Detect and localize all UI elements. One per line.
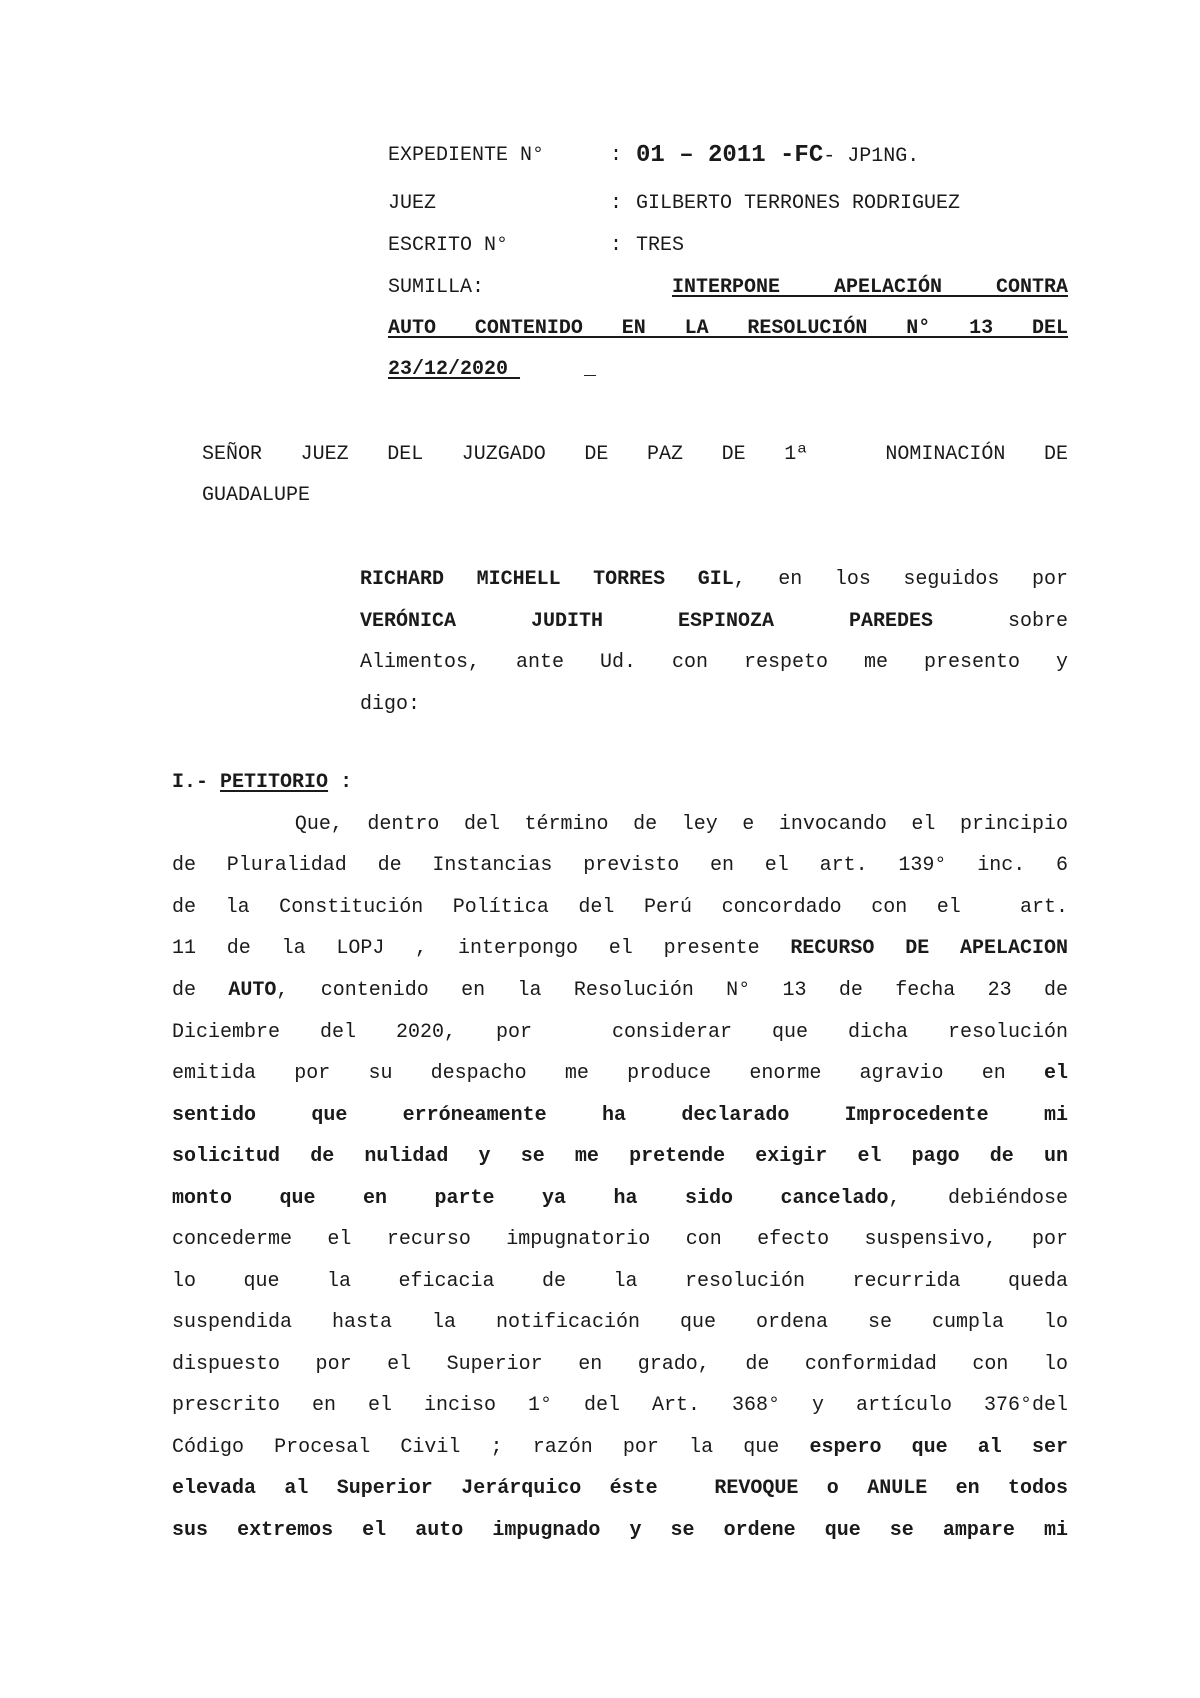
expediente-number: 01 – 2011 -FC [636, 142, 824, 169]
petitorio-line: Que, dentro del término de ley e invocando el principio [172, 813, 1068, 836]
expediente-label: EXPEDIENTE N° [388, 144, 545, 167]
petitorio-line: monto que en parte ya ha sido cancelado, debiéndose [172, 1187, 1068, 1210]
petitorio-line: Código Procesal Civil ; razón por la que espero que al ser [172, 1436, 1068, 1459]
petitorio-line: emitida por su despacho me produce enorme agravio en el [172, 1062, 1068, 1085]
petitorio-line: de la Constitución Política del Perú concordado con el art. [172, 896, 1068, 919]
juez-label: JUEZ [388, 192, 437, 215]
petitorio-line: lo que la eficacia de la resolución recurrida queda [172, 1270, 1068, 1293]
petitorio-line: concederme el recurso impugnatorio con efecto suspensivo, por [172, 1228, 1068, 1251]
petitorio-line: dispuesto por el Superior en grado, de conformidad con lo [172, 1353, 1068, 1376]
expediente-value [636, 141, 919, 172]
intro-line-3: Alimentos, ante Ud. con respeto me presento y [360, 651, 1068, 674]
addressee-line-2: GUADALUPE [202, 484, 311, 507]
sumilla-label: SUMILLA: [388, 276, 485, 299]
petitorio-line: suspendida hasta la notificación que ordena se cumpla lo [172, 1311, 1068, 1334]
sumilla-line-3: 23/12/2020 _ [388, 358, 597, 381]
expediente-suffix: - JP1NG. [823, 145, 920, 168]
petitorio-line: prescrito en el inciso 1° del Art. 368° y artículo 376°del [172, 1394, 1068, 1417]
escrito-colon: : [610, 234, 623, 257]
petitorio-line: elevada al Superior Jerárquico éste REVOQUE o ANULE en todos [172, 1477, 1068, 1500]
petitorio-line: solicitud de nulidad y se me pretende exigir el pago de un [172, 1145, 1068, 1168]
appellant-name: RICHARD MICHELL TORRES GIL [360, 568, 734, 591]
sumilla-line-2: AUTO CONTENIDO EN LA RESOLUCIÓN N° 13 DEL [388, 317, 1068, 340]
petitorio-line: sentido que erróneamente ha declarado Improcedente mi [172, 1104, 1068, 1127]
intro-line-1: RICHARD MICHELL TORRES GIL, en los seguidos por [360, 568, 1068, 591]
escrito-label: ESCRITO N° [388, 234, 509, 257]
petitorio-line: sus extremos el auto impugnado y se ordene que se ampare mi [172, 1519, 1068, 1542]
intro-line-2: VERÓNICA JUDITH ESPINOZA PAREDES sobre [360, 610, 1069, 633]
escrito-value: TRES [636, 234, 685, 257]
petitorio-line: Diciembre del 2020, por considerar que dicha resolución [172, 1021, 1068, 1044]
sumilla-line-1: INTERPONE APELACIÓN CONTRA [672, 276, 1068, 299]
juez-colon: : [610, 192, 623, 215]
sumilla-tail: _ [584, 358, 597, 381]
petitorio-line: 11 de la LOPJ , interpongo el presente RECURSO DE APELACION [172, 937, 1069, 960]
juez-value: GILBERTO TERRONES RODRIGUEZ [636, 192, 961, 215]
counterparty-name: VERÓNICA JUDITH ESPINOZA PAREDES [360, 610, 934, 633]
section-number: I.- [172, 771, 209, 794]
expediente-colon: : [610, 144, 623, 167]
section-title-petitorio: I.- PETITORIO : [172, 771, 353, 794]
addressee-line-1: SEÑOR JUEZ DEL JUZGADO DE PAZ DE 1ª NOMINACIÓN DE [202, 443, 1068, 466]
petitorio-line: de Pluralidad de Instancias previsto en el art. 139° inc. 6 [172, 854, 1068, 877]
section-title-text: PETITORIO [220, 771, 329, 794]
petitorio-line: de AUTO, contenido en la Resolución N° 13 de fecha 23 de [172, 979, 1068, 1002]
intro-line-4: digo: [360, 693, 421, 716]
